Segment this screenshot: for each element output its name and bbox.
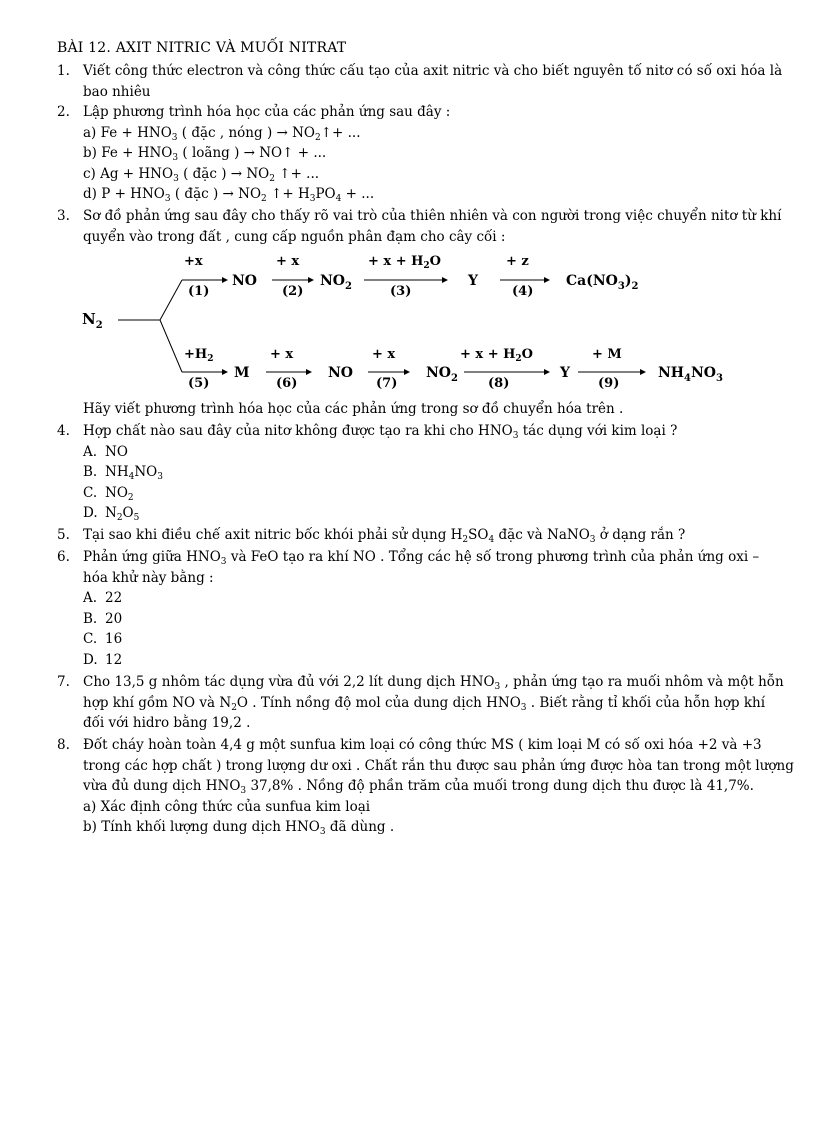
- question-text: trong các hợp chất ) trong lượng dư oxi . Chất rắn thu được sau phản ứng được hòa tan trong một lượng: [83, 757, 794, 774]
- option-d: D. $N_2O_5$: [83, 505, 140, 523]
- option-b: B. $NH_4NO_3$: [83, 464, 163, 482]
- substance-NO2: $NO_2$: [426, 365, 458, 384]
- option-d: D. 12: [83, 651, 123, 668]
- arrow-head: [306, 369, 312, 375]
- step-number-7: (7): [376, 376, 398, 391]
- question-text: Hợp chất nào sau đây của nitơ không được tạo ra khi cho $HNO_3$ tác dụng với kim loại ?: [83, 423, 678, 441]
- reagent-4: + z: [506, 254, 529, 269]
- reagent-3: + $x + H_2O$: [368, 254, 441, 271]
- step-number-8: (8): [488, 376, 510, 391]
- arrow-head: [404, 369, 410, 375]
- question-6: [57, 547, 760, 670]
- question-4: [57, 421, 757, 524]
- question-text: đối với hidro bằng 19,2 .: [83, 715, 251, 731]
- start-substance: $N_2$: [82, 310, 103, 331]
- arrow-head: [222, 369, 228, 375]
- substance-NO2: $NO_2$: [320, 273, 352, 292]
- reagent-2: + x: [276, 254, 300, 269]
- reaction-d: d) $P + HNO_3$ ( đặc ) → $NO_2$ ↑+ $H_3PO_4$ + ...: [83, 186, 375, 204]
- question-number: 6.: [57, 549, 70, 565]
- question-text: Tại sao khi điều chế axit nitric bốc khói phải sử dụng $H_2SO_4$ đặc và NaNO$_3$ ở dạng rắn ?: [83, 527, 686, 545]
- branch-line-bottom: [160, 320, 182, 372]
- option-b: B. 20: [83, 610, 123, 627]
- question-3-followup: [57, 399, 757, 420]
- arrow-head: [640, 369, 646, 375]
- step-number-5: (5): [188, 376, 210, 391]
- question-number: 8.: [57, 737, 70, 753]
- arrow-head: [544, 277, 550, 283]
- question-5: [57, 525, 757, 546]
- reagent-6: + x: [270, 347, 294, 362]
- question-text: Hãy viết phương trình hóa học của các phản ứng trong sơ đồ chuyển hóa trên .: [83, 401, 624, 417]
- question-text: Sơ đồ phản ứng sau đây cho thấy rõ vai trò của thiên nhiên và con người trong việc chuyển nitơ từ khí: [83, 208, 782, 224]
- question-8: [57, 735, 794, 838]
- option-c: C. 16: [83, 631, 123, 647]
- arrow-head: [442, 277, 448, 283]
- option-a: A. NO: [83, 443, 128, 460]
- question-text: bao nhiêu: [83, 83, 151, 100]
- step-number-3: (3): [390, 284, 412, 299]
- substance-Y: Y: [560, 365, 570, 381]
- substance-M: M: [234, 365, 250, 381]
- substance-Y: Y: [468, 273, 478, 289]
- question-number: 1.: [57, 63, 70, 79]
- question-text: vừa đủ dung dịch $HNO_3$ 37,8% . Nồng độ phần trăm của muối trong dung dịch thu được là 41,7%.: [83, 778, 754, 796]
- substance-NH4NO3: $NH_4NO_3$: [658, 365, 723, 384]
- option-c: C. $NO_2$: [83, 484, 134, 503]
- arrow-head: [308, 277, 314, 283]
- question-number: 7.: [57, 674, 70, 690]
- step-number-9: (9): [598, 376, 620, 391]
- reagent-1: +x: [184, 254, 203, 269]
- question-2: [57, 102, 757, 205]
- question-text: hóa khử này bằng :: [83, 569, 214, 586]
- substance-NO: NO: [232, 273, 257, 289]
- substance-CaNO3-2: $Ca(NO_3)_2$: [566, 273, 639, 292]
- step-number-1: (1): [188, 284, 210, 299]
- question-7: [57, 672, 784, 734]
- reagent-7: + x: [372, 347, 396, 362]
- substance-NO: NO: [328, 365, 353, 381]
- reagent-5: $+H_2$: [184, 347, 214, 364]
- step-number-2: (2): [282, 284, 304, 299]
- reaction-c: c) $Ag + HNO_3$ ( đặc ) → $NO_2$ ↑+ ...: [83, 165, 320, 184]
- question-text: Viết công thức electron và công thức cấu tạo của axit nitric và cho biết nguyên tố nitơ có số oxi hóa là: [83, 63, 783, 79]
- question-text: hợp khí gồm NO và $N_2O$ . Tính nồng độ mol của dung dịch $HNO_3$ . Biết rằng tỉ khối của hỗn hợp khí: [83, 694, 766, 713]
- question-number: 3.: [57, 208, 70, 224]
- sub-question-a: a) Xác định công thức của sunfua kim loại: [83, 798, 371, 815]
- step-number-4: (4): [512, 284, 534, 299]
- reaction-b: b) $Fe + HNO_3$ ( loãng ) → NO↑ + ...: [83, 145, 327, 163]
- question-text: Phản ứng giữa $HNO_3$ và FeO tạo ra khí NO . Tổng các hệ số trong phương trình của phản ứng oxi –: [83, 549, 760, 567]
- question-text: Cho 13,5 g nhôm tác dụng vừa đủ với 2,2 lít dung dịch $HNO_3$ , phản ứng tạo ra muối nhôm và một hỗn: [83, 674, 784, 692]
- option-a: A. 22: [83, 590, 123, 606]
- sub-question-b: b) Tính khối lượng dung dịch $HNO_3$ đã dùng .: [83, 819, 395, 837]
- reaction-scheme-diagram: [80, 248, 740, 398]
- question-number: 5.: [57, 527, 70, 543]
- reaction-a: a) $Fe + HNO_3$ ( đặc , nóng ) → $NO_2↑+$ ...: [83, 124, 361, 143]
- reagent-9: + M: [592, 347, 622, 362]
- page-title: BÀI 12. AXIT NITRIC VÀ MUỐI NITRAT: [57, 40, 347, 56]
- question-number: 2.: [57, 104, 70, 120]
- reagent-8: + $x + H_2O$: [460, 347, 533, 364]
- question-3: [57, 206, 782, 247]
- question-number: 4.: [57, 423, 70, 439]
- arrow-head: [222, 277, 228, 283]
- question-text: Lập phương trình hóa học của các phản ứng sau đây :: [83, 104, 451, 120]
- branch-line-top: [160, 280, 182, 320]
- step-number-6: (6): [276, 376, 298, 391]
- question-1: [57, 61, 783, 102]
- question-text: quyển vào trong đất , cung cấp nguồn phân đạm cho cây cối :: [83, 228, 506, 245]
- question-text: Đốt cháy hoàn toàn 4,4 g một sunfua kim loại có công thức MS ( kim loại M có số oxi hóa +2 và +3: [83, 737, 762, 753]
- arrow-head: [544, 369, 550, 375]
